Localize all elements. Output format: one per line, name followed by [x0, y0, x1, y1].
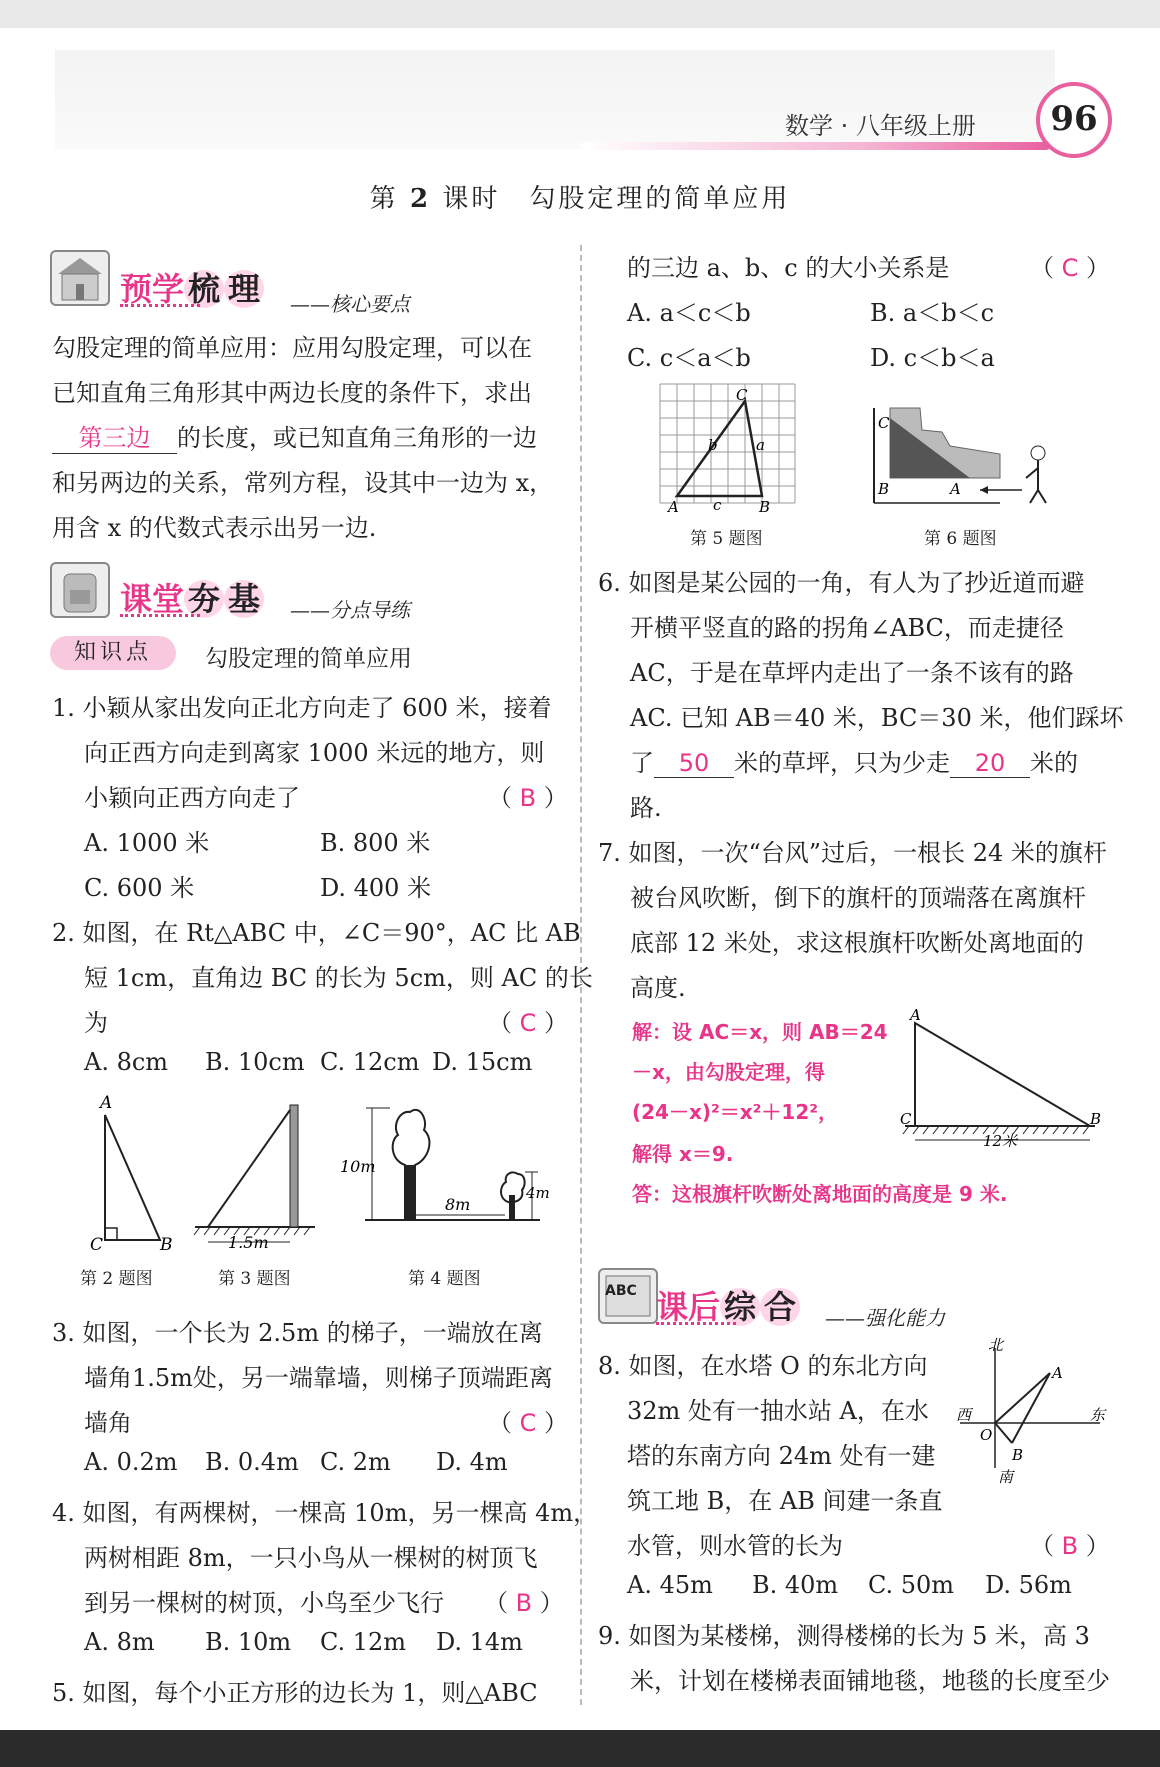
q2-option-b: B. 10cm [205, 1048, 305, 1076]
q1-option-a: A. 1000 米 [84, 829, 210, 857]
q6-line-2: 开横平竖直的路的拐角∠ABC，而走捷径 [630, 614, 1064, 642]
q8-option-d: D. 56m [985, 1571, 1072, 1599]
preview-blank-answer: 第三边 [52, 418, 177, 454]
q7-solution-1: 解：设 AC＝x，则 AB＝24 [632, 1020, 888, 1044]
classroom-section-title: 课堂 夯 基 [120, 574, 264, 620]
q7-line-1: 7. 如图，一次“台风”过后，一根长 24 米的旗杆 [598, 839, 1107, 867]
q3-option-a: A. 0.2m [84, 1448, 178, 1476]
fig7-length: 12米 [983, 1132, 1018, 1150]
q5-line-1: 5. 如图，每个小正方形的边长为 1，则△ABC [52, 1679, 538, 1707]
q8-line-3: 塔的东南方向 24m 处有一建 [627, 1442, 936, 1470]
title-dots [120, 304, 200, 310]
fig6-caption: 第 6 题图 [924, 529, 997, 549]
classroom-section-subtitle: ——分点导练 [290, 598, 410, 622]
q4-line-3: 到另一棵树的树顶，小鸟至少飞行 [84, 1589, 444, 1617]
figure-5-grid-triangle [660, 384, 795, 516]
fig2-label-c: C [90, 1235, 104, 1255]
fig3-length: 1.5m [228, 1233, 269, 1252]
figure-6-park-corner [874, 408, 1046, 503]
fig8-label-o: O [980, 1426, 993, 1444]
fig5-caption: 第 5 题图 [690, 529, 763, 549]
q6-line-4: AC. 已知 AB＝40 米，BC＝30 米，他们踩坏 [630, 704, 1124, 732]
compass-north: 北 [988, 1338, 1004, 1354]
page-number: 96 [1036, 82, 1112, 158]
q2-option-c: C. 12cm [320, 1048, 420, 1076]
fig7-label-a: A [910, 1008, 921, 1024]
q4-answer: （ B ） [484, 1589, 564, 1617]
q7-solution-2: －x，由勾股定理，得 [632, 1060, 825, 1084]
q6-line-6: 路. [630, 794, 662, 822]
compass-south: 南 [998, 1468, 1014, 1486]
q3-line-2: 墙角1.5m处，另一端靠墙，则梯子顶端距离 [84, 1364, 553, 1392]
title-dots [120, 614, 200, 620]
fig4-distance: 8m [445, 1195, 471, 1214]
preview-line-5: 用含 x 的代数式表示出另一边. [52, 514, 377, 542]
q2-option-d: D. 15cm [432, 1048, 533, 1076]
figure-8-compass [950, 1338, 1115, 1488]
q8-option-b: B. 40m [752, 1571, 839, 1599]
figure-3-ladder [194, 1105, 315, 1252]
figure-2-right-triangle [90, 1093, 173, 1255]
q7-line-4: 高度. [630, 974, 686, 1002]
lesson-title: 第 2 课时 勾股定理的简单应用 [369, 184, 791, 214]
preview-section-subtitle: ——核心要点 [290, 292, 410, 316]
q2-answer: （ C ） [488, 1009, 569, 1037]
q5-answer: （ C ） [1030, 254, 1111, 282]
q8-line-4: 筑工地 B，在 AB 间建一条直 [627, 1487, 943, 1515]
book-title: 数学 · 八年级上册 [785, 112, 976, 140]
q3-answer: （ C ） [488, 1409, 569, 1437]
after-class-section-title: 课后 综 合 [656, 1282, 800, 1328]
q8-option-a: A. 45m [627, 1571, 713, 1599]
preview-line-1: 勾股定理的简单应用：应用勾股定理，可以在 [52, 334, 532, 362]
q7-line-2: 被台风吹断，倒下的旗杆的顶端落在离旗杆 [630, 884, 1086, 912]
q7-solution-3: (24－x)²＝x²＋12²， [632, 1100, 839, 1124]
fig4-height-1: 10m [340, 1157, 376, 1176]
q1-line-1: 1. 小颖从家出发向正北方向走了 600 米，接着 [52, 694, 552, 722]
fig7-label-c: C [900, 1110, 912, 1128]
q9-line-1: 9. 如图为某楼梯，测得楼梯的长为 5 米，高 3 [598, 1622, 1090, 1650]
preview-line-2: 已知直角三角形其中两边长度的条件下，求出 [52, 379, 532, 407]
q7-solution-5: 答：这根旗杆吹断处离地面的高度是 9 米. [632, 1182, 1008, 1206]
compass-east: 东 [1090, 1406, 1106, 1424]
fig5-side-b: b [708, 436, 718, 454]
q5-line-2: 的三边 a、b、c 的大小关系是 [627, 254, 950, 282]
q3-option-c: C. 2m [320, 1448, 391, 1476]
q1-line-2: 向正西方向走到离家 1000 米远的地方，则 [84, 739, 545, 767]
title-dots [656, 1322, 736, 1328]
q6-line-3: AC，于是在草坪内走出了一条不该有的路 [630, 659, 1074, 687]
q9-line-2: 米，计划在楼梯表面铺地毯，地毯的长度至少 [630, 1667, 1110, 1695]
q1-option-b: B. 800 米 [320, 829, 431, 857]
q3-option-d: D. 4m [436, 1448, 508, 1476]
knowledge-point-tag: 知识点 [50, 636, 176, 670]
top-border [0, 0, 1160, 28]
fig6-label-c: C [878, 414, 890, 432]
fig7-label-b: B [1090, 1110, 1102, 1128]
q8-line-2: 32m 处有一抽水站 A，在水 [627, 1397, 929, 1425]
header-accent-line [580, 142, 1050, 150]
q2-line-2: 短 1cm，直角边 BC 的长为 5cm，则 AC 的长 [84, 964, 593, 992]
q5-option-b: B. a＜b＜c [870, 299, 995, 327]
q2-line-1: 2. 如图，在 Rt△ABC 中，∠C＝90°，AC 比 AB [52, 919, 581, 947]
q5-option-a: A. a＜c＜b [627, 299, 751, 327]
q2-option-a: A. 8cm [84, 1048, 169, 1076]
q6-answer-1: 50 [654, 749, 734, 778]
q5-option-c: C. c＜a＜b [627, 344, 751, 372]
q7-line-3: 底部 12 米处，求这根旗杆吹断处离地面的 [630, 929, 1084, 957]
figure-7-flagpole [885, 1008, 1115, 1153]
fig4-caption: 第 4 题图 [408, 1269, 481, 1289]
q1-option-d: D. 400 米 [320, 874, 432, 902]
q8-line-5: 水管，则水管的长为 [627, 1532, 843, 1560]
figures-2-3-4 [60, 1090, 570, 1260]
q1-line-3: 小颖向正西方向走了 [84, 784, 300, 812]
q6-answer-2: 20 [950, 749, 1030, 778]
fig2-label-a: A [100, 1093, 113, 1113]
q8-answer: （ B ） [1030, 1532, 1110, 1560]
fig2-label-b: B [160, 1235, 173, 1255]
q8-line-1: 8. 如图，在水塔 O 的东北方向 [598, 1352, 928, 1380]
fig4-height-2: 4m [526, 1184, 550, 1202]
fig8-label-a: A [1052, 1364, 1063, 1382]
q8-option-c: C. 50m [868, 1571, 955, 1599]
preview-line-3: 第三边 的长度，或已知直角三角形的一边 [52, 418, 537, 454]
fig5-label-c-vertex: C [736, 386, 748, 404]
q4-line-2: 两树相距 8m，一只小鸟从一棵树的树顶飞 [84, 1544, 538, 1572]
q4-option-b: B. 10m [205, 1628, 292, 1656]
fig2-caption: 第 2 题图 [80, 1269, 153, 1289]
figure-4-trees [340, 1108, 550, 1220]
fig5-side-c: c [713, 496, 722, 514]
compass-west: 西 [956, 1406, 972, 1424]
fig6-label-a: A [950, 480, 961, 498]
fig3-caption: 第 3 题图 [218, 1269, 291, 1289]
fig5-label-b-vertex: B [759, 498, 771, 516]
fig5-label-a-vertex: A [668, 498, 679, 516]
q4-option-c: C. 12m [320, 1628, 407, 1656]
q1-option-c: C. 600 米 [84, 874, 195, 902]
fig8-label-b: B [1012, 1446, 1024, 1464]
q3-line-1: 3. 如图，一个长为 2.5m 的梯子，一端放在离 [52, 1319, 543, 1347]
q7-solution-4: 解得 x＝9. [632, 1142, 734, 1166]
preview-section-title: 预学 梳 理 [120, 264, 264, 310]
after-class-section-subtitle: ——强化能力 [825, 1306, 945, 1330]
school-icon [50, 250, 110, 306]
bottom-border [0, 1730, 1160, 1767]
q3-line-3: 墙角 [84, 1409, 132, 1437]
q5-option-d: D. c＜b＜a [870, 344, 995, 372]
q6-line-5: 了 50 米的草坪，只为少走 20 米的 [630, 749, 1078, 777]
q4-option-d: D. 14m [436, 1628, 523, 1656]
preview-line-4: 和另两边的关系，常列方程，设其中一边为 x， [52, 469, 554, 497]
q4-option-a: A. 8m [84, 1628, 155, 1656]
knowledge-point-title: 勾股定理的简单应用 [205, 646, 412, 672]
fig5-side-a: a [756, 436, 765, 454]
fig6-label-b: B [878, 480, 890, 498]
q3-option-b: B. 0.4m [205, 1448, 299, 1476]
q2-line-3: 为 [84, 1009, 108, 1037]
q6-line-1: 6. 如图是某公园的一角，有人为了抄近道而避 [598, 569, 1085, 597]
q1-answer: （ B ） [488, 784, 568, 812]
abc-icon-text: ABC [605, 1283, 637, 1299]
figures-5-6 [650, 378, 1070, 523]
backpack-icon [50, 562, 110, 618]
q4-line-1: 4. 如图，有两棵树，一棵高 10m，另一棵高 4m， [52, 1499, 598, 1527]
